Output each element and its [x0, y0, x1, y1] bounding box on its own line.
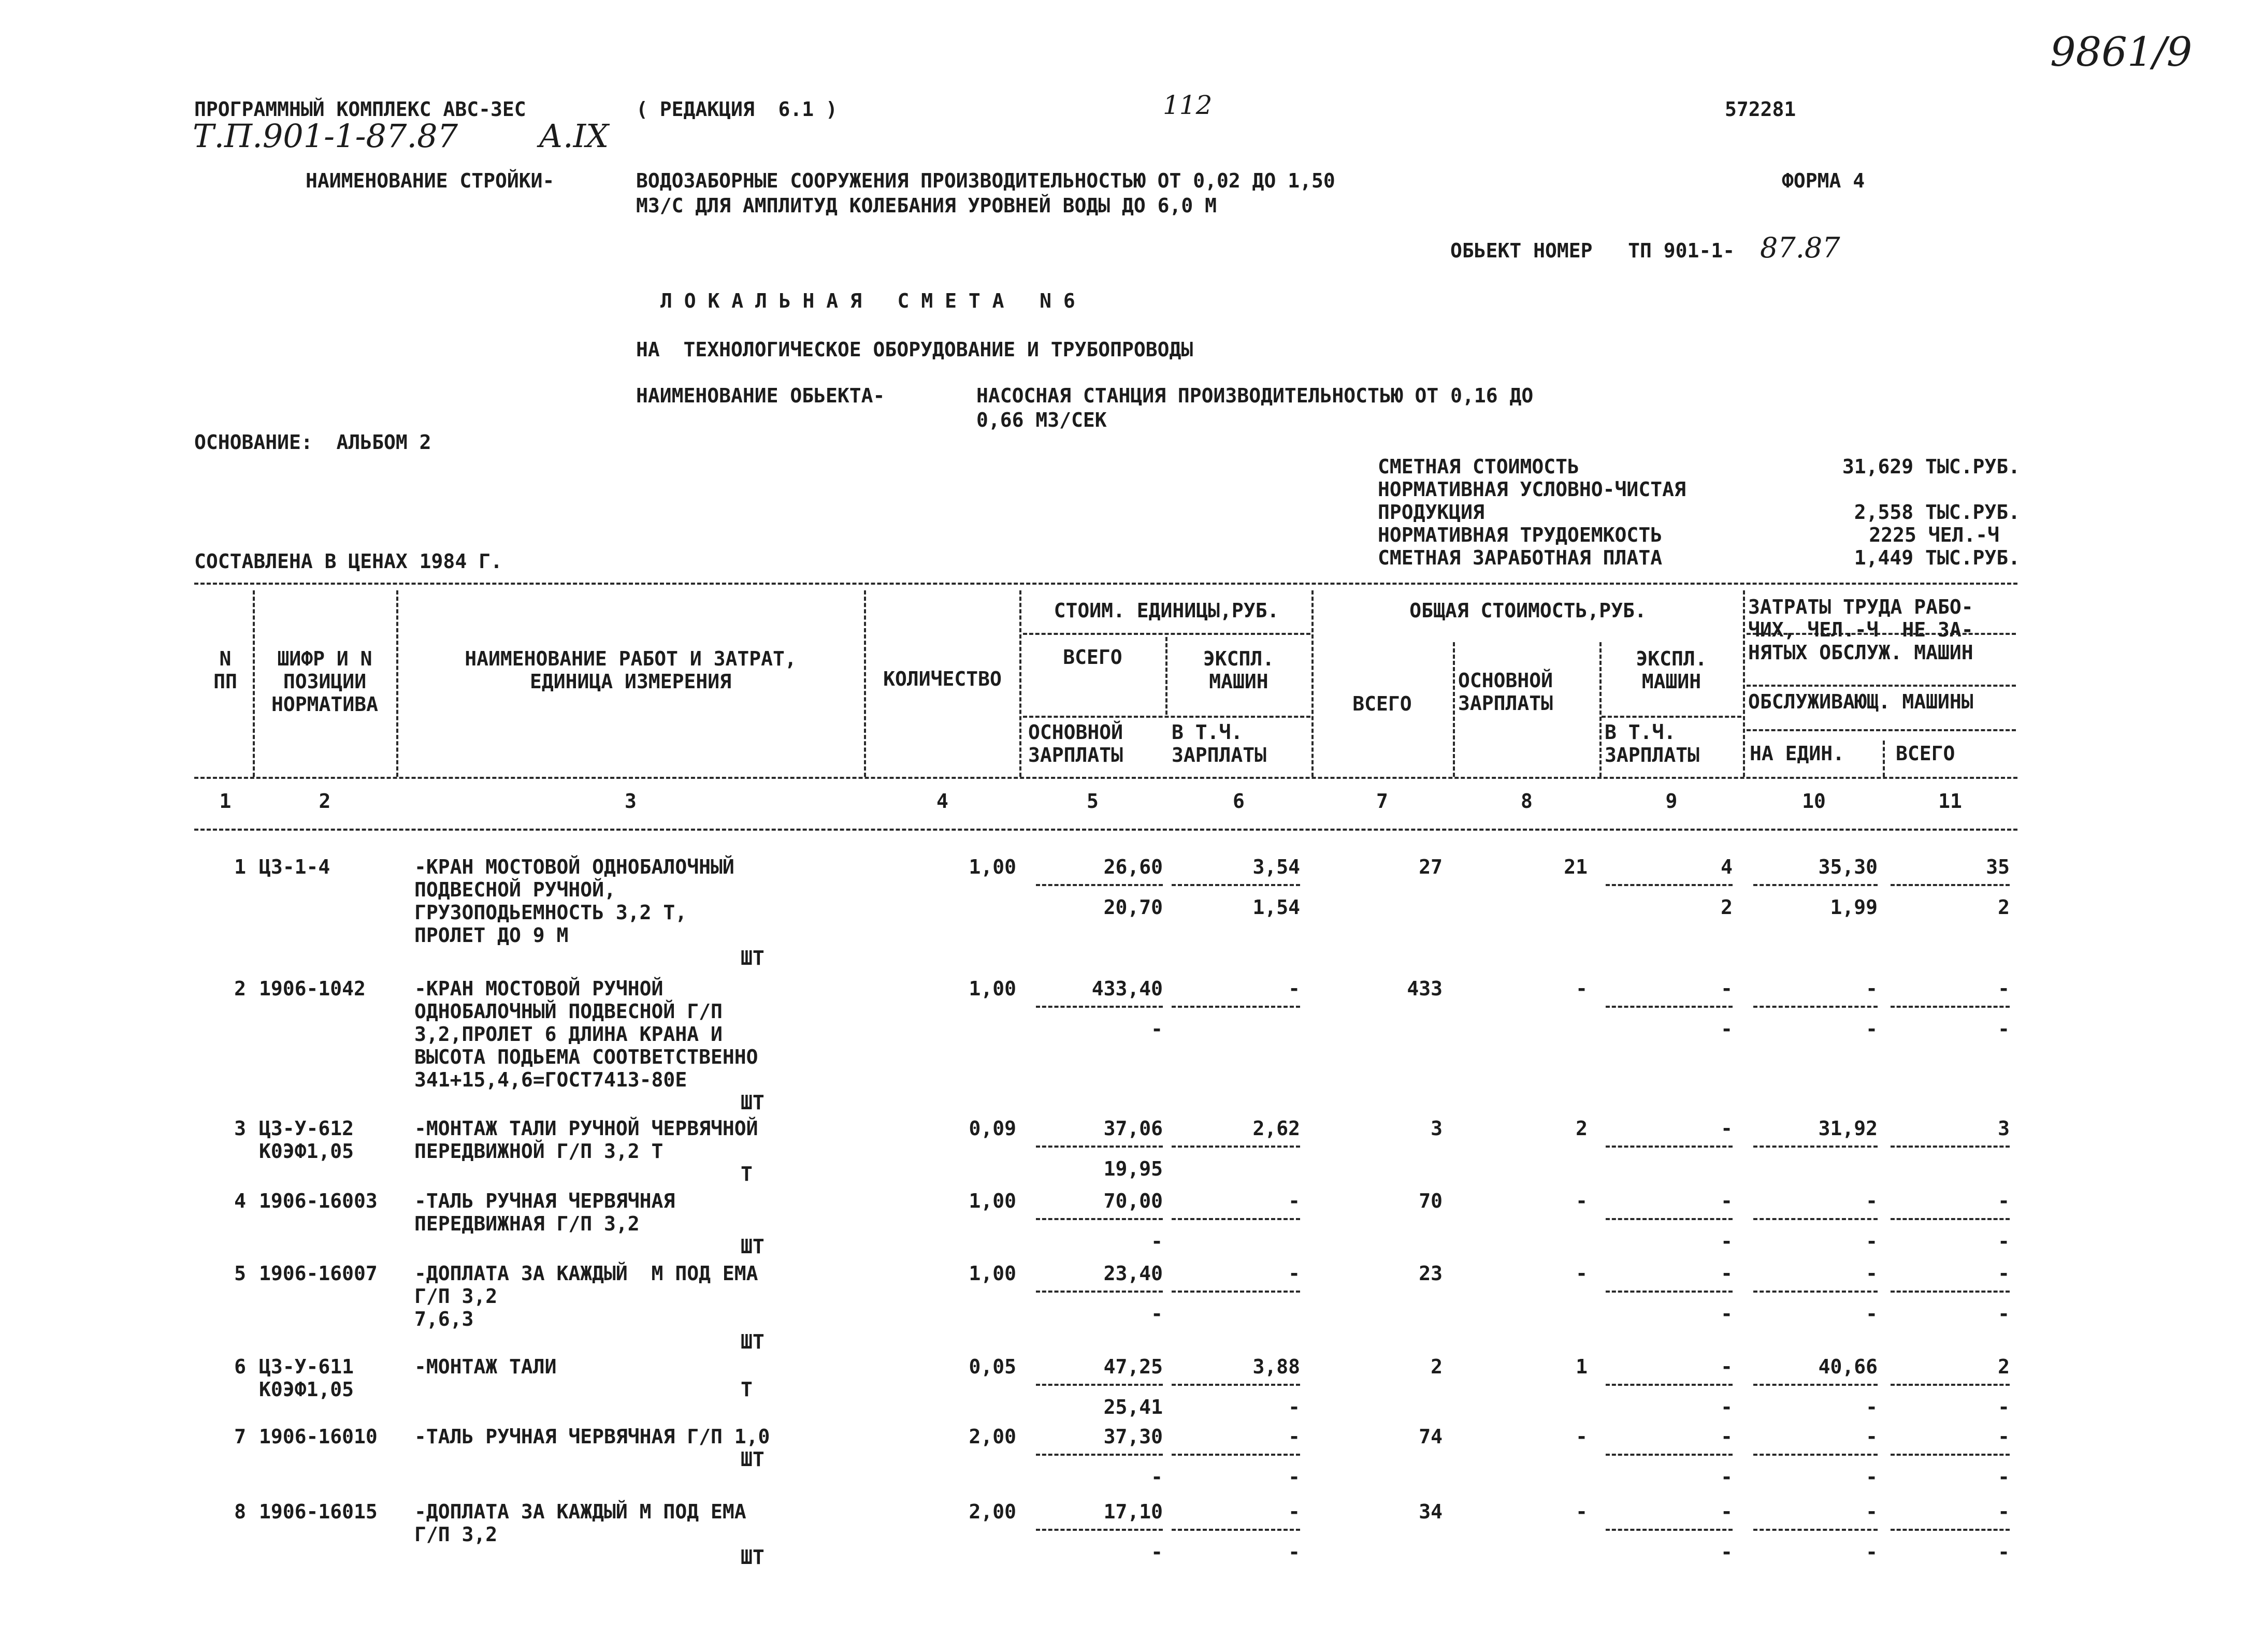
row-c5: 37,30 [1103, 1425, 1163, 1448]
row-unit: Т [741, 1163, 753, 1185]
row-c11-wage: - [1998, 1230, 2010, 1253]
row-unit: ШТ [741, 1235, 765, 1258]
colnum-1: 1 [219, 790, 232, 813]
row-unit: ШТ [741, 1546, 765, 1569]
row-name-line: 341+15,4,6=ГОСТ7413-80Е [414, 1068, 687, 1091]
row-c7: 74 [1419, 1425, 1443, 1448]
row-c5-wage: 25,41 [1103, 1396, 1163, 1418]
row-c5-wage: - [1151, 1541, 1163, 1563]
row-c5: 70,00 [1103, 1190, 1163, 1212]
row-c8: - [1576, 1262, 1588, 1285]
row-c5: 47,25 [1103, 1355, 1163, 1378]
object-number-handwritten: 87.87 [1760, 231, 1840, 264]
row-number: 8 [234, 1500, 246, 1523]
row-c10-wage: 1,99 [1830, 896, 1878, 919]
row-c9: - [1721, 1355, 1733, 1378]
row-c5-wage: - [1151, 1018, 1163, 1040]
row-c8: 1 [1576, 1355, 1588, 1378]
row-c9-wage: - [1721, 1541, 1733, 1563]
summary-label-1: НОРМАТИВНАЯ УСЛОВНО-ЧИСТАЯ [1378, 478, 1686, 501]
cell-divider-line [1036, 884, 1163, 886]
cell-divider-line [1753, 1218, 1878, 1220]
row-c11-wage: - [1998, 1018, 2010, 1040]
row-c9: - [1721, 977, 1733, 1000]
numbers-bottom-rule [194, 829, 2017, 831]
th-unit-incl: В Т.Ч. ЗАРПЛАТЫ [1172, 721, 1267, 766]
row-c6-wage: 1,54 [1252, 896, 1300, 919]
row-c11-wage: - [1998, 1541, 2010, 1563]
row-name-line: ПЕРЕДВИЖНОЙ Г/П 3,2 Т [414, 1140, 664, 1163]
colnum-6: 6 [1233, 790, 1245, 813]
row-name-line: Г/П 3,2 [414, 1523, 498, 1546]
row-c9: - [1721, 1500, 1733, 1523]
cell-divider-line [1753, 1146, 1878, 1148]
header-top-rule [194, 583, 2017, 585]
colnum-8: 8 [1521, 790, 1533, 813]
cell-divider-line [1606, 1454, 1733, 1456]
row-c8: 21 [1564, 856, 1588, 878]
summary-label-0: СМЕТНАЯ СТОИМОСТЬ [1378, 455, 1579, 478]
price-base: СОСТАВЛЕНА В ЦЕНАХ 1984 Г. [194, 550, 502, 573]
construction-label: НАИМЕНОВАНИЕ СТРОЙКИ- [306, 169, 555, 192]
row-c5-wage: 20,70 [1103, 896, 1163, 919]
row-c6: 3,54 [1252, 856, 1300, 878]
th-labor: ЗАТРАТЫ ТРУДА РАБО- ЧИХ, ЧЕЛ.-Ч НЕ ЗА- НЯТЫХ ОБСЛУЖ. МАШИН [1748, 596, 1973, 664]
row-c10-wage: - [1866, 1466, 1878, 1488]
row-c8: - [1576, 1190, 1588, 1212]
construction-name-line-1: ВОДОЗАБОРНЫЕ СООРУЖЕНИЯ ПРОИЗВОДИТЕЛЬНОСТЬЮ ОТ 0,02 ДО 1,50 [636, 169, 1335, 192]
row-name-line: ПОДВЕСНОЙ РУЧНОЙ, [414, 878, 616, 901]
row-c6: - [1288, 1190, 1300, 1212]
row-c10-wage: - [1866, 1230, 1878, 1253]
row-c10: - [1866, 977, 1878, 1000]
row-c10-wage: - [1866, 1396, 1878, 1418]
cell-divider-line [1891, 1146, 2010, 1148]
row-c9-wage: 2 [1721, 896, 1733, 919]
row-name-line: ВЫСОТА ПОДЬЕМА СООТВЕТСТВЕННО [414, 1046, 758, 1068]
row-code: 1906-16015 [259, 1500, 378, 1523]
cell-divider-line [1172, 1529, 1300, 1531]
object-name-line-2: 0,66 М3/СЕК [976, 409, 1107, 431]
row-c10: 35,30 [1818, 856, 1878, 878]
row-c9-wage: - [1721, 1396, 1733, 1418]
cell-divider-line [1036, 1384, 1163, 1386]
row-c11: - [1998, 1262, 2010, 1285]
row-c5: 37,06 [1103, 1117, 1163, 1140]
colnum-2: 2 [319, 790, 331, 813]
row-c9: - [1721, 1425, 1733, 1448]
row-code: 1906-1042 [259, 977, 366, 1000]
cell-divider-line [1891, 1454, 2010, 1456]
row-c11-wage: 2 [1998, 896, 2010, 919]
row-c10: 31,92 [1818, 1117, 1878, 1140]
summary-value-4: 1,449 ТЫС.РУБ. [1854, 546, 2020, 569]
cell-divider-line [1172, 1384, 1300, 1386]
row-name-line: -МОНТАЖ ТАЛИ [414, 1355, 557, 1378]
summary-label-3: НОРМАТИВНАЯ ТРУДОЕМКОСТЬ [1378, 524, 1663, 546]
row-c6-wage: - [1288, 1466, 1300, 1488]
row-c11: - [1998, 1425, 2010, 1448]
page-number-handwritten: 112 [1163, 90, 1213, 120]
summary-label-4: СМЕТНАЯ ЗАРАБОТНАЯ ПЛАТА [1378, 546, 1663, 569]
row-code: 1906-16003 [259, 1190, 378, 1212]
row-c5: 26,60 [1103, 856, 1163, 878]
album-handwritten: А.IX [539, 117, 609, 155]
row-c7: 433 [1407, 977, 1443, 1000]
cell-divider-line [1172, 884, 1300, 886]
row-unit: ШТ [741, 1091, 765, 1114]
cell-divider-line [1753, 1529, 1878, 1531]
cell-divider-line [1891, 1529, 2010, 1531]
colnum-3: 3 [625, 790, 637, 813]
cell-divider-line [1891, 884, 2010, 886]
row-c7: 23 [1419, 1262, 1443, 1285]
object-number-label: ОБЬЕКТ НОМЕР ТП 901-1- [1450, 239, 1735, 262]
cell-divider-line [1606, 1291, 1733, 1293]
row-c9-wage: - [1721, 1466, 1733, 1488]
row-c11: 2 [1998, 1355, 2010, 1378]
summary-label-2: ПРОДУКЦИЯ [1378, 501, 1484, 524]
row-name-line: -ТАЛЬ РУЧНАЯ ЧЕРВЯЧНАЯ Г/П 1,0 [414, 1425, 770, 1448]
cell-divider-line [1753, 1291, 1878, 1293]
row-c10: - [1866, 1262, 1878, 1285]
th-unit-total: ВСЕГО [1063, 646, 1122, 669]
cell-divider-line [1606, 1146, 1733, 1148]
row-name-line: -ДОПЛАТА ЗА КАЖДЫЙ М ПОД ЕМА [414, 1262, 758, 1285]
row-name-line: 7,6,3 [414, 1308, 474, 1330]
row-name-line: 3,2,ПРОЛЕТ 6 ДЛИНА КРАНА И [414, 1023, 723, 1046]
header-bottom-rule [194, 777, 2017, 779]
row-c11-wage: - [1998, 1396, 2010, 1418]
summary-value-3: 2225 ЧЕЛ.-Ч [1869, 524, 1999, 546]
row-c8: - [1576, 977, 1588, 1000]
row-number: 6 [234, 1355, 246, 1378]
sheet-number-handwritten: 9861/9 [2050, 29, 2193, 76]
row-c5: 23,40 [1103, 1262, 1163, 1285]
row-quantity: 1,00 [969, 1190, 1016, 1212]
colnum-4: 4 [936, 790, 948, 813]
project-code-handwritten: Т.П.901-1-87.87 [193, 117, 458, 155]
row-c9: - [1721, 1117, 1733, 1140]
row-code: Ц3-1-4 [259, 856, 330, 878]
row-c11-wage: - [1998, 1466, 2010, 1488]
row-c10: - [1866, 1425, 1878, 1448]
row-number: 2 [234, 977, 246, 1000]
row-c11: - [1998, 1190, 2010, 1212]
cell-divider-line [1036, 1454, 1163, 1456]
row-unit: ШТ [741, 947, 765, 969]
row-quantity: 2,00 [969, 1425, 1016, 1448]
row-unit: ШТ [741, 1448, 765, 1471]
row-number: 4 [234, 1190, 246, 1212]
cell-divider-line [1172, 1218, 1300, 1220]
th-col3: НАИМЕНОВАНИЕ РАБОТ И ЗАТРАТ, ЕДИНИЦА ИЗМЕРЕНИЯ [465, 647, 797, 693]
th-col1: N ПП [213, 647, 237, 693]
row-name-line: ОДНОБАЛОЧНЫЙ ПОДВЕСНОЙ Г/П [414, 1000, 723, 1023]
estimate-title: Л О К А Л Ь Н А Я С М Е Т А N 6 [660, 289, 1075, 312]
row-c11: 3 [1998, 1117, 2010, 1140]
colnum-7: 7 [1376, 790, 1388, 813]
cell-divider-line [1606, 1006, 1733, 1008]
row-c5-wage: - [1151, 1230, 1163, 1253]
th-col4: КОЛИЧЕСТВО [883, 668, 1002, 690]
row-quantity: 1,00 [969, 1262, 1016, 1285]
row-c8: - [1576, 1500, 1588, 1523]
row-c9: - [1721, 1190, 1733, 1212]
row-c11: 35 [1986, 856, 2010, 878]
row-c7: 27 [1419, 856, 1443, 878]
row-code: 1906-16007 [259, 1262, 378, 1285]
colnum-10: 10 [1802, 790, 1826, 813]
cell-divider-line [1036, 1291, 1163, 1293]
cell-divider-line [1753, 1454, 1878, 1456]
row-c5-wage: 19,95 [1103, 1157, 1163, 1180]
row-code: 1906-16010 [259, 1425, 378, 1448]
row-number: 3 [234, 1117, 246, 1140]
row-c8: 2 [1576, 1117, 1588, 1140]
row-c5-wage: - [1151, 1302, 1163, 1325]
row-c9-wage: - [1721, 1230, 1733, 1253]
row-quantity: 1,00 [969, 977, 1016, 1000]
row-quantity: 2,00 [969, 1500, 1016, 1523]
row-c7: 2 [1431, 1355, 1443, 1378]
row-name-line: -КРАН МОСТОВОЙ ОДНОБАЛОЧНЫЙ [414, 856, 734, 878]
program-name: ПРОГРАММНЫЙ КОМПЛЕКС АВС-3ЕС [194, 98, 526, 121]
row-code: Ц3-У-612 [259, 1117, 354, 1140]
row-name-line: ПЕРЕДВИЖНАЯ Г/П 3,2 [414, 1212, 640, 1235]
row-name-line: ГРУЗОПОДЬЕМНОСТЬ 3,2 Т, [414, 901, 687, 924]
cell-divider-line [1753, 1384, 1878, 1386]
row-unit: Т [741, 1378, 753, 1401]
cell-divider-line [1606, 1384, 1733, 1386]
row-c10: - [1866, 1500, 1878, 1523]
colnum-5: 5 [1087, 790, 1099, 813]
cell-divider-line [1891, 1006, 2010, 1008]
row-number: 1 [234, 856, 246, 878]
row-name-line: -КРАН МОСТОВОЙ РУЧНОЙ [414, 977, 664, 1000]
row-c6: - [1288, 1262, 1300, 1285]
row-c6: 3,88 [1252, 1355, 1300, 1378]
row-c10: - [1866, 1190, 1878, 1212]
th-labor-total: ВСЕГО [1896, 742, 1955, 765]
colnum-11: 11 [1938, 790, 1962, 813]
row-unit: ШТ [741, 1330, 765, 1353]
form-label: ФОРМА 4 [1782, 169, 1865, 192]
th-labor-serv: ОБСЛУЖИВАЮЩ. МАШИНЫ [1748, 690, 1973, 713]
object-name-line-1: НАСОСНАЯ СТАНЦИЯ ПРОИЗВОДИТЕЛЬНОСТЬЮ ОТ 0,16 ДО [976, 384, 1534, 407]
cell-divider-line [1172, 1291, 1300, 1293]
cell-divider-line [1891, 1384, 2010, 1386]
row-name-line: -ТАЛЬ РУЧНАЯ ЧЕРВЯЧНАЯ [414, 1190, 675, 1212]
th-unit-wage: ОСНОВНОЙ ЗАРПЛАТЫ [1028, 721, 1123, 766]
row-c10-wage: - [1866, 1541, 1878, 1563]
cell-divider-line [1036, 1529, 1163, 1531]
row-c5-wage: - [1151, 1466, 1163, 1488]
cell-divider-line [1753, 884, 1878, 886]
th-total-machines: ЭКСПЛ. МАШИН [1636, 647, 1707, 693]
cell-divider-line [1036, 1218, 1163, 1220]
row-code: К0ЭФ1,05 [259, 1140, 354, 1163]
th-total-cost: ОБЩАЯ СТОИМОСТЬ,РУБ. [1409, 599, 1647, 622]
th-total-wage: ОСНОВНОЙ ЗАРПЛАТЫ [1458, 669, 1553, 715]
th-unit-cost: СТОИМ. ЕДИНИЦЫ,РУБ. [1054, 599, 1279, 622]
row-c7: 70 [1419, 1190, 1443, 1212]
edition: ( РЕДАКЦИЯ 6.1 ) [636, 98, 838, 121]
construction-name-line-2: М3/С ДЛЯ АМПЛИТУД КОЛЕБАНИЯ УРОВНЕЙ ВОДЫ ДО 6,0 М [636, 194, 1217, 217]
row-c11-wage: - [1998, 1302, 2010, 1325]
row-quantity: 0,09 [969, 1117, 1016, 1140]
row-c10: 40,66 [1818, 1355, 1878, 1378]
cell-divider-line [1891, 1291, 2010, 1293]
row-c6: - [1288, 977, 1300, 1000]
row-name-line: ПРОЛЕТ ДО 9 М [414, 924, 569, 947]
row-name-line: -ДОПЛАТА ЗА КАЖДЫЙ М ПОД ЕМА [414, 1500, 746, 1523]
summary-value-0: 31,629 ТЫС.РУБ. [1842, 455, 2020, 478]
row-c7: 34 [1419, 1500, 1443, 1523]
cell-divider-line [1891, 1218, 2010, 1220]
cell-divider-line [1606, 1529, 1733, 1531]
th-total-incl: В Т.Ч. ЗАРПЛАТЫ [1605, 721, 1700, 766]
row-code: Ц3-У-611 [259, 1355, 354, 1378]
th-labor-unit: НА ЕДИН. [1750, 742, 1845, 765]
cell-divider-line [1172, 1006, 1300, 1008]
row-c9: 4 [1721, 856, 1733, 878]
basis: ОСНОВАНИЕ: АЛЬБОМ 2 [194, 431, 431, 454]
row-name-line: Г/П 3,2 [414, 1285, 498, 1308]
row-c6: - [1288, 1500, 1300, 1523]
row-c5: 433,40 [1091, 977, 1163, 1000]
cell-divider-line [1606, 1218, 1733, 1220]
estimate-subtitle: НА ТЕХНОЛОГИЧЕСКОЕ ОБОРУДОВАНИЕ И ТРУБОПРОВОДЫ [636, 338, 1193, 361]
row-c9-wage: - [1721, 1018, 1733, 1040]
row-c9-wage: - [1721, 1302, 1733, 1325]
row-c10-wage: - [1866, 1302, 1878, 1325]
cell-divider-line [1036, 1146, 1163, 1148]
th-total-all: ВСЕГО [1352, 692, 1412, 715]
document-number: 572281 [1725, 98, 1796, 121]
row-name-line: -МОНТАЖ ТАЛИ РУЧНОЙ ЧЕРВЯЧНОЙ [414, 1117, 758, 1140]
cell-divider-line [1753, 1006, 1878, 1008]
colnum-9: 9 [1665, 790, 1678, 813]
row-c8: - [1576, 1425, 1588, 1448]
row-c5: 17,10 [1103, 1500, 1163, 1523]
cell-divider-line [1036, 1006, 1163, 1008]
row-number: 7 [234, 1425, 246, 1448]
row-c6: - [1288, 1425, 1300, 1448]
th-unit-machines: ЭКСПЛ. МАШИН [1203, 647, 1275, 693]
row-quantity: 1,00 [969, 856, 1016, 878]
row-c7: 3 [1431, 1117, 1443, 1140]
row-c9: - [1721, 1262, 1733, 1285]
cell-divider-line [1606, 884, 1733, 886]
object-name-label: НАИМЕНОВАНИЕ ОБЬЕКТА- [636, 384, 885, 407]
row-code: К0ЭФ1,05 [259, 1378, 354, 1401]
row-quantity: 0,05 [969, 1355, 1016, 1378]
row-c10-wage: - [1866, 1018, 1878, 1040]
cell-divider-line [1172, 1146, 1300, 1148]
row-c6-wage: - [1288, 1396, 1300, 1418]
th-col2: ШИФР И N ПОЗИЦИИ НОРМАТИВА [271, 647, 378, 716]
row-c11: - [1998, 1500, 2010, 1523]
row-c6-wage: - [1288, 1541, 1300, 1563]
row-c6: 2,62 [1252, 1117, 1300, 1140]
row-c11: - [1998, 977, 2010, 1000]
cell-divider-line [1172, 1454, 1300, 1456]
summary-value-2: 2,558 ТЫС.РУБ. [1854, 501, 2020, 524]
row-number: 5 [234, 1262, 246, 1285]
